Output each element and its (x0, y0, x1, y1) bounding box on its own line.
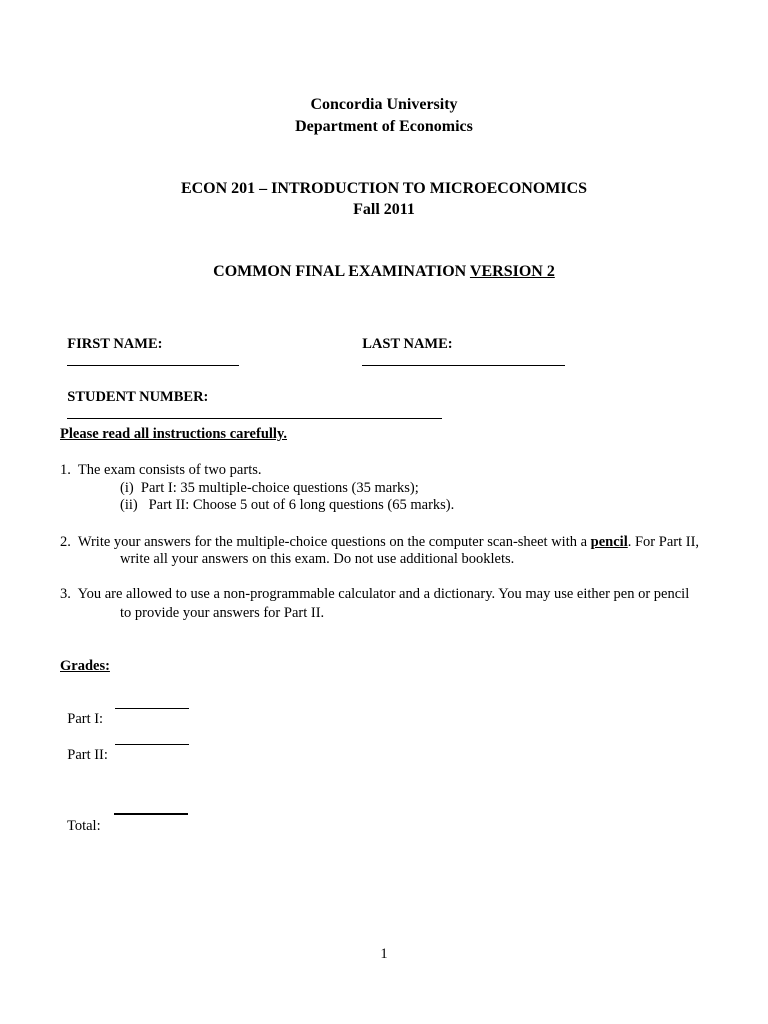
term: Fall 2011 (353, 201, 415, 218)
student-number-field (60, 372, 442, 424)
course-title: ECON 201 – INTRODUCTION TO MICROECONOMICS (180, 180, 588, 197)
first-name-label: FIRST NAME: (67, 336, 163, 352)
instruction-2-cont: write all your answers on this exam. Do not use additional booklets. (120, 551, 515, 567)
last-name-label: LAST NAME: (362, 336, 453, 352)
page-number: 1 (380, 946, 388, 962)
part1-grade (60, 694, 103, 728)
instruction-2-text: 2. Write your answers for the multiple-choice questions on the computer scan-sheet with a (60, 534, 591, 550)
last-name-blank[interactable] (362, 353, 565, 366)
university-name: Concordia University (310, 96, 458, 113)
instruction-1-i: (i) Part I: 35 multiple-choice questions (35 marks); (120, 480, 419, 496)
part1-label: Part I: (67, 711, 104, 727)
part2-blank[interactable] (115, 732, 189, 745)
instruction-2-text-end: . For Part II, (627, 534, 700, 550)
first-name-blank[interactable] (67, 353, 239, 366)
instruction-3-cont: to provide your answers for Part II. (120, 605, 325, 621)
first-name-field (60, 319, 239, 371)
student-number-label: STUDENT NUMBER: (67, 389, 209, 405)
total-blank[interactable] (114, 813, 188, 815)
instructions-heading: Please read all instructions carefully. (60, 426, 288, 442)
total-label: Total: (67, 818, 101, 834)
grades-heading: Grades: (60, 658, 110, 674)
part1-blank[interactable] (115, 696, 189, 709)
instruction-1: 1. The exam consists of two parts. (60, 462, 262, 478)
department-name: Department of Economics (295, 118, 473, 135)
last-name-field (355, 319, 565, 371)
instruction-1-ii: (ii) Part II: Choose 5 out of 6 long questions (65 marks). (120, 497, 455, 513)
pencil-emphasis: pencil (590, 534, 628, 550)
student-number-blank[interactable] (67, 406, 442, 419)
instruction-3: 3. You are allowed to use a non-programmable calculator and a dictionary. You may use either pen or pencil (60, 586, 690, 602)
part2-label: Part II: (67, 747, 108, 763)
instruction-2 (60, 534, 699, 551)
exam-version: VERSION 2 (469, 263, 555, 280)
exam-title (0, 263, 768, 281)
exam-title-prefix: COMMON FINAL EXAMINATION (213, 263, 470, 280)
part2-grade (60, 730, 108, 764)
total-grade (60, 801, 101, 835)
